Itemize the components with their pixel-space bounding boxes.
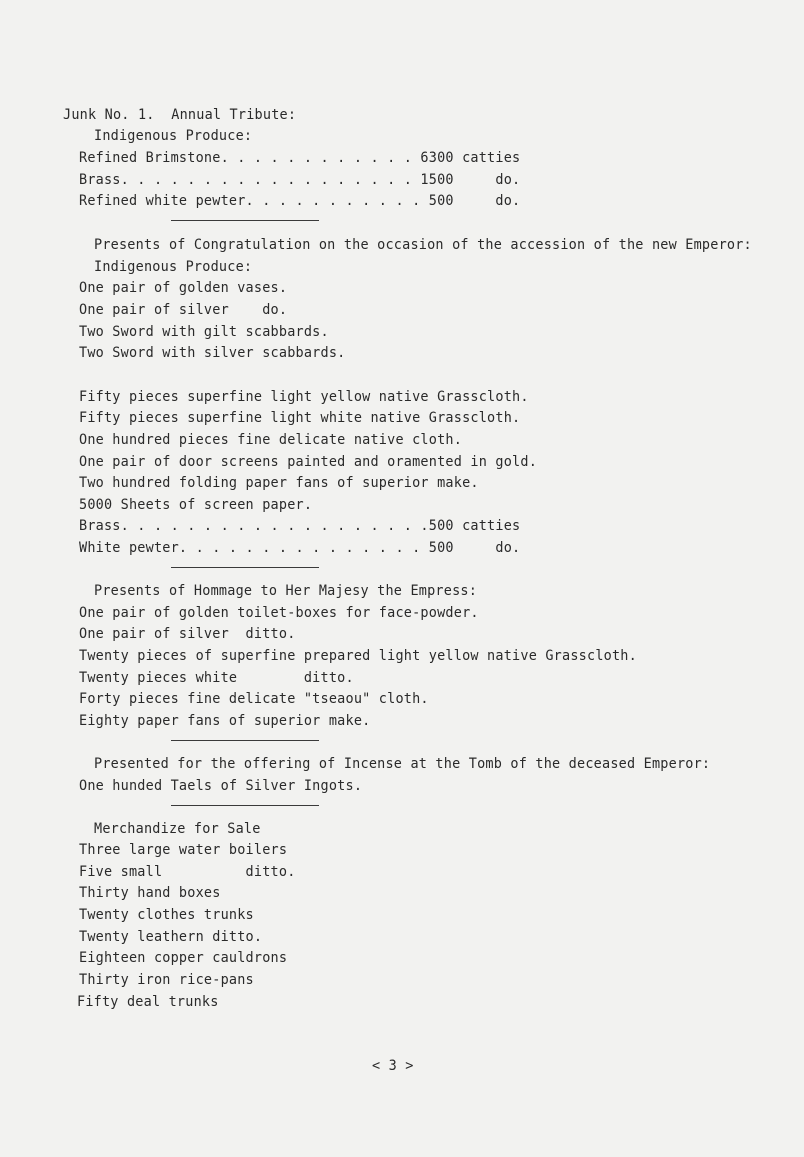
hommage-heading: Presents of Hommage to Her Majesy the Empress:	[94, 582, 478, 600]
congratulation-item: One pair of door screens painted and oramented in gold.	[79, 453, 538, 471]
congratulation-item: Fifty pieces superfine light yellow native Grasscloth.	[79, 388, 529, 406]
congratulation-item: One pair of golden vases.	[79, 279, 288, 297]
congratulation-item: 5000 Sheets of screen paper.	[79, 496, 313, 514]
merchandize-item: Eighteen copper cauldrons	[79, 949, 288, 967]
hommage-item: Forty pieces fine delicate "tseaou" cloth.	[79, 690, 429, 708]
hommage-item: Eighty paper fans of superior make.	[79, 712, 371, 730]
hommage-item: Twenty pieces white ditto.	[79, 669, 354, 687]
congratulation-item: One hundred pieces fine delicate native cloth.	[79, 431, 463, 449]
annual-item: Refined Brimstone. . . . . . . . . . . . 6300 catties	[79, 149, 521, 167]
annual-item: Brass. . . . . . . . . . . . . . . . . . 1500 do.	[79, 171, 521, 189]
congratulation-item: Two Sword with gilt scabbards.	[79, 323, 329, 341]
section-divider	[171, 805, 319, 806]
congratulation-item: Fifty pieces superfine light white native Grasscloth.	[79, 409, 521, 427]
merchandize-item: Fifty deal trunks	[77, 993, 219, 1011]
hommage-item: One pair of silver ditto.	[79, 625, 296, 643]
merchandize-heading: Merchandize for Sale	[94, 820, 261, 838]
congratulation-heading: Presents of Congratulation on the occasion of the accession of the new Emperor:	[94, 236, 752, 254]
hommage-item: Twenty pieces of superfine prepared light yellow native Grasscloth.	[79, 647, 637, 665]
congratulation-item: Two hundred folding paper fans of superior make.	[79, 474, 479, 492]
annual-subheading: Indigenous Produce:	[94, 127, 253, 145]
section-divider	[171, 220, 319, 221]
merchandize-item: Three large water boilers	[79, 841, 288, 859]
congratulation-item: Brass. . . . . . . . . . . . . . . . . . .500 catties	[79, 517, 521, 535]
merchandize-item: Thirty hand boxes	[79, 884, 221, 902]
section-divider	[171, 567, 319, 568]
page-number: < 3 >	[372, 1057, 414, 1075]
hommage-item: One pair of golden toilet-boxes for face-powder.	[79, 604, 479, 622]
merchandize-item: Thirty iron rice-pans	[79, 971, 254, 989]
merchandize-item: Twenty clothes trunks	[79, 906, 254, 924]
annual-item: Refined white pewter. . . . . . . . . . . 500 do.	[79, 192, 521, 210]
incense-heading: Presented for the offering of Incense at the Tomb of the deceased Emperor:	[94, 755, 711, 773]
congratulation-item: White pewter. . . . . . . . . . . . . . . 500 do.	[79, 539, 521, 557]
incense-item: One hunded Taels of Silver Ingots.	[79, 777, 363, 795]
junk-heading: Junk No. 1. Annual Tribute:	[63, 106, 297, 124]
congratulation-item: One pair of silver do.	[79, 301, 288, 319]
congratulation-item: Two Sword with silver scabbards.	[79, 344, 346, 362]
section-divider	[171, 740, 319, 741]
merchandize-item: Twenty leathern ditto.	[79, 928, 263, 946]
merchandize-item: Five small ditto.	[79, 863, 296, 881]
congratulation-subheading: Indigenous Produce:	[94, 258, 253, 276]
